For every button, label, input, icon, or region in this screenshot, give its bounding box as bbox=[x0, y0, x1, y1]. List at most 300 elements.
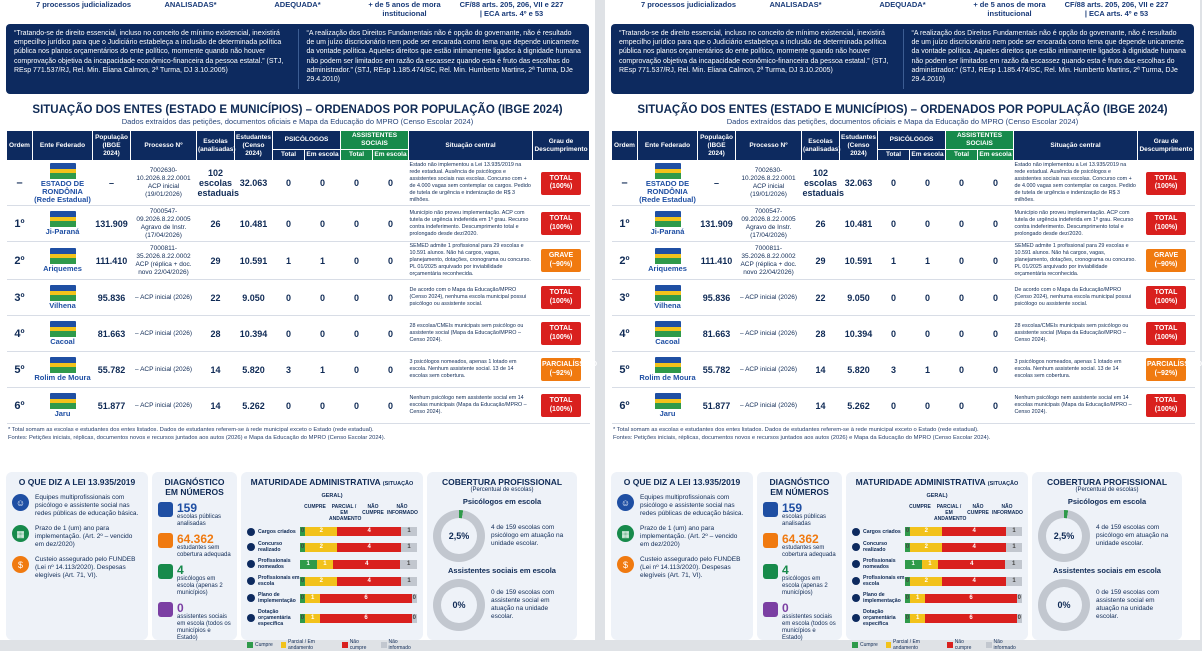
ass-donut-value: 0% bbox=[441, 587, 477, 623]
law-item-text: Equipes multiprofissionais com psicólogo e assistente social nas redes públicas de educação básica. bbox=[640, 494, 744, 517]
th-grau: Grau de Descumprimento bbox=[1138, 131, 1195, 161]
maturity-segment: 0 bbox=[905, 614, 910, 621]
table-row bbox=[612, 316, 1195, 352]
row-population: 131.909 bbox=[93, 206, 131, 242]
maturity-segment: 1 bbox=[1006, 543, 1022, 552]
maturity-label bbox=[247, 558, 300, 570]
row-situation: SEMED admite 1 profissional para 29 escolas e 10.591 alunos. Não há cargos, vagas, planejamento, dotações, cronograma ou concurso. PL 01/2025 arquivado por inviabilidade orçamentária reconhecida. bbox=[1014, 242, 1138, 280]
th-ente: Ente Federado bbox=[33, 131, 93, 161]
maturity-label bbox=[852, 609, 905, 627]
maturity-segment: 4 bbox=[942, 527, 1006, 536]
maturity-segment: 1 bbox=[1006, 577, 1022, 586]
section-subtitle: Dados extraídos das petições, documentos oficiais e Mapa da Educação do MPRO (Censo Escolar 2024) bbox=[121, 117, 474, 126]
row-count-pe: 1 bbox=[910, 242, 946, 280]
entity-block bbox=[34, 321, 92, 346]
row-students: 5.820 bbox=[235, 352, 273, 388]
row-count-pt: 0 bbox=[273, 316, 305, 352]
diag-item-body bbox=[177, 533, 231, 559]
entity-block bbox=[34, 163, 92, 204]
maturity-segment: 4 bbox=[938, 560, 1005, 569]
header-item: + de 5 anos de mora institucional bbox=[368, 0, 441, 18]
maturity-row bbox=[852, 558, 1022, 570]
entities-table bbox=[6, 130, 598, 424]
th-psi: PSICÓLOGOS bbox=[878, 131, 946, 150]
th-ass-total: Total bbox=[341, 150, 373, 161]
infographic-panel-left bbox=[0, 0, 598, 651]
row-entity bbox=[638, 242, 698, 280]
row-students: 10.481 bbox=[840, 206, 878, 242]
law-item bbox=[617, 525, 747, 549]
legend-label: Parcial / Em andamento bbox=[288, 639, 315, 651]
row-entity bbox=[33, 388, 93, 424]
row-entity bbox=[33, 280, 93, 316]
row-process: – ACP inicial (2026) bbox=[131, 352, 197, 388]
diag-item bbox=[158, 564, 231, 597]
maturity-segment: 2 bbox=[910, 577, 942, 586]
maturity-col-head: NÃO CUMPRE bbox=[967, 504, 989, 516]
th-proc: Processo Nº bbox=[131, 131, 197, 161]
maturity-bar bbox=[905, 594, 1022, 603]
maturity-segment: 0 bbox=[300, 594, 305, 601]
row-process: – ACP inicial (2026) bbox=[131, 280, 197, 316]
diag-item-body bbox=[177, 502, 231, 528]
row-count-pe: 1 bbox=[305, 352, 341, 388]
row-schools: 26 bbox=[197, 206, 235, 242]
th-proc: Processo Nº bbox=[736, 131, 802, 161]
row-count-pe: 0 bbox=[305, 161, 341, 206]
maturity-segment: 1 bbox=[910, 594, 925, 603]
row-order: 1º bbox=[7, 206, 33, 242]
money-icon: $ bbox=[12, 556, 29, 573]
row-count-at: 0 bbox=[341, 316, 373, 352]
row-schools: 28 bbox=[802, 316, 840, 352]
diag-card bbox=[757, 472, 842, 640]
quote-box bbox=[6, 24, 589, 94]
flag-icon bbox=[655, 211, 681, 227]
maturity-segment: 1 bbox=[401, 543, 417, 552]
th-psi-total: Total bbox=[878, 150, 910, 161]
header-item: ANALISADAS* bbox=[769, 0, 822, 9]
maturity-label-text: Dotação orçamentária específica bbox=[258, 609, 291, 627]
maturity-label bbox=[247, 528, 300, 536]
diag-item bbox=[158, 502, 231, 528]
row-count-ae: 0 bbox=[978, 388, 1014, 424]
table-row bbox=[7, 161, 590, 206]
row-students: 32.063 bbox=[840, 161, 878, 206]
degree-badge: GRAVE (~90%) bbox=[1146, 249, 1186, 272]
row-count-ae: 0 bbox=[373, 316, 409, 352]
maturity-title-text: MATURIDADE ADMINISTRATIVA bbox=[250, 477, 381, 487]
row-count-ae: 0 bbox=[978, 206, 1014, 242]
row-count-pt: 1 bbox=[273, 242, 305, 280]
legend-swatch bbox=[247, 642, 253, 648]
row-count-pt: 0 bbox=[273, 388, 305, 424]
diag-number: 4 bbox=[782, 563, 789, 577]
row-process: – ACP inicial (2026) bbox=[736, 316, 802, 352]
row-count-pt: 1 bbox=[878, 242, 910, 280]
row-count-pe: 0 bbox=[305, 206, 341, 242]
th-ente: Ente Federado bbox=[638, 131, 698, 161]
row-schools: 28 bbox=[197, 316, 235, 352]
maturity-label-text: Profissionais em escola bbox=[258, 575, 300, 587]
table-row bbox=[7, 316, 590, 352]
row-population: 95.836 bbox=[698, 280, 736, 316]
entity-block bbox=[34, 248, 92, 273]
ass-coverage-text: 0 de 159 escolas com assistente social em atuação na unidade escolar. bbox=[1096, 589, 1160, 620]
maturity-row bbox=[852, 609, 1022, 627]
row-degree bbox=[1138, 280, 1195, 316]
maturity-segment: 6 bbox=[320, 594, 411, 603]
entity-block bbox=[34, 285, 92, 310]
maturity-bar bbox=[300, 614, 417, 623]
row-population: 51.877 bbox=[698, 388, 736, 424]
row-count-at: 0 bbox=[946, 388, 978, 424]
maturity-col-head: NÃO INFORMADO bbox=[387, 504, 418, 516]
flag-icon bbox=[50, 285, 76, 301]
row-entity bbox=[33, 161, 93, 206]
entity-name: Ji-Paraná bbox=[650, 227, 685, 236]
infographic-panel-right bbox=[605, 0, 1202, 651]
law-title: O QUE DIZ A LEI 13.935/2019 bbox=[18, 477, 136, 487]
maturity-title bbox=[247, 477, 417, 501]
maturity-label-text: Cargos criados bbox=[258, 528, 296, 535]
table-row bbox=[612, 388, 1195, 424]
diag-item-body bbox=[782, 564, 836, 597]
maturity-legend-item bbox=[247, 639, 273, 651]
row-population: – bbox=[93, 161, 131, 206]
row-schools: 14 bbox=[197, 352, 235, 388]
law-item-text: Custeio assegurado pelo FUNDEB (Lei nº 14.113/2020). Despesas elegíveis (Art. 71, VI). bbox=[35, 556, 136, 579]
row-situation: Nenhum psicólogo nem assistente social em 14 escolas municipais (Mapa da Educação/MPRO – Censo 2024). bbox=[409, 388, 533, 424]
maturity-col-head: PARCIAL / EM ANDAMENTO bbox=[934, 504, 967, 522]
legend-swatch bbox=[986, 642, 991, 648]
th-ass-esc: Em escola bbox=[373, 150, 409, 161]
row-population: 81.663 bbox=[93, 316, 131, 352]
people-icon: ☺ bbox=[617, 494, 634, 511]
row-schools: 29 bbox=[802, 242, 840, 280]
maturity-bar bbox=[300, 594, 417, 603]
entity-block bbox=[639, 163, 697, 204]
maturity-segment: 1 bbox=[905, 560, 922, 569]
th-est: Estudantes (Censo 2024) bbox=[235, 131, 273, 161]
row-order: 2º bbox=[612, 242, 638, 280]
maturity-bar bbox=[905, 527, 1022, 536]
maturity-label-text: Profissionais nomeados bbox=[863, 558, 896, 570]
diag-number: 0 bbox=[782, 601, 789, 615]
legend-label: Não informado bbox=[993, 639, 1016, 651]
ass-coverage bbox=[433, 579, 571, 631]
maturity-label-text: Dotação orçamentária específica bbox=[863, 609, 896, 627]
diag-text: assistentes sociais em escola (todos os municípios e Estado) bbox=[177, 614, 231, 641]
stat-icon bbox=[763, 602, 778, 617]
coverage-card bbox=[1032, 472, 1182, 640]
row-students: 10.394 bbox=[840, 316, 878, 352]
ass-coverage-title: Assistentes sociais em escola bbox=[1053, 566, 1161, 575]
quote-box bbox=[611, 24, 1194, 94]
psi-donut bbox=[433, 510, 485, 562]
header-item: ANALISADAS* bbox=[164, 0, 217, 9]
legend-swatch bbox=[281, 642, 286, 648]
th-ass-total: Total bbox=[946, 150, 978, 161]
degree-badge: TOTAL (100%) bbox=[541, 212, 581, 235]
coverage-title: COBERTURA PROFISSIONAL bbox=[1046, 477, 1168, 487]
diag-item-body bbox=[177, 602, 231, 642]
entity-name: Rolim de Moura bbox=[34, 373, 91, 382]
psi-coverage-text: 4 de 159 escolas com psicólogo em atuação na unidade escolar. bbox=[1096, 524, 1169, 547]
ass-donut bbox=[1038, 579, 1090, 631]
row-order: 2º bbox=[7, 242, 33, 280]
row-process: 7000547-09.2026.8.22.0005 Agravo de Instr. (17/04/2026) bbox=[131, 206, 197, 242]
entity-name: Vilhena bbox=[654, 301, 681, 310]
footnote bbox=[8, 427, 587, 442]
law-item bbox=[12, 525, 142, 549]
row-entity bbox=[638, 316, 698, 352]
row-count-at: 0 bbox=[946, 161, 978, 206]
maturity-row bbox=[247, 592, 417, 604]
bottom-cards bbox=[6, 472, 589, 651]
entity-name: Cacoal bbox=[50, 337, 75, 346]
row-count-pt: 0 bbox=[878, 161, 910, 206]
row-count-ae: 0 bbox=[978, 316, 1014, 352]
maturity-row bbox=[852, 541, 1022, 553]
stat-icon bbox=[158, 564, 173, 579]
maturity-dot-icon bbox=[247, 577, 255, 585]
row-situation: Município não proveu implementação. ACP com tutela de urgência indeferida em 1º grau. Recurso contra indeferimento. Descumprimento total e prolongado desde dez/2020. bbox=[1014, 206, 1138, 242]
diag-text: psicólogos em escola (apenas 2 municípios) bbox=[782, 576, 828, 596]
maturity-bar bbox=[300, 527, 417, 536]
row-order: 5º bbox=[7, 352, 33, 388]
maturity-dot-icon bbox=[247, 560, 255, 568]
stat-icon bbox=[763, 502, 778, 517]
row-count-at: 0 bbox=[341, 388, 373, 424]
ass-donut-value: 0% bbox=[1046, 587, 1082, 623]
maturity-segment: 1 bbox=[401, 577, 417, 586]
row-degree bbox=[1138, 242, 1195, 280]
maturity-label-text: Plano de implementação bbox=[258, 592, 296, 604]
row-schools: 102 escolas estaduais bbox=[197, 161, 235, 206]
row-order: 6º bbox=[7, 388, 33, 424]
psi-coverage bbox=[433, 510, 571, 562]
maturity-segment: 0 bbox=[905, 594, 910, 601]
row-count-at: 0 bbox=[946, 242, 978, 280]
row-degree bbox=[533, 242, 590, 280]
row-entity bbox=[33, 352, 93, 388]
row-count-pe: 0 bbox=[910, 206, 946, 242]
maturity-label-text: Profissionais nomeados bbox=[258, 558, 291, 570]
row-entity bbox=[33, 316, 93, 352]
maturity-label bbox=[247, 541, 300, 553]
row-count-ae: 0 bbox=[373, 352, 409, 388]
degree-badge: TOTAL (100%) bbox=[541, 286, 581, 309]
entity-name: ESTADO DE RONDÔNIA (Rede Estadual) bbox=[34, 178, 91, 204]
legend-label: Não cumpre bbox=[349, 639, 367, 651]
row-order: 4º bbox=[7, 316, 33, 352]
maturity-segment: 1 bbox=[1005, 560, 1022, 569]
th-pop: População (IBGE 2024) bbox=[93, 131, 131, 161]
row-students: 10.481 bbox=[235, 206, 273, 242]
row-count-pe: 0 bbox=[305, 280, 341, 316]
row-population: 55.782 bbox=[698, 352, 736, 388]
row-situation: 28 escolas/CMEIs municipais sem psicólogo ou assistente social (Mapa da Educação/MPRO – Censo 2024). bbox=[1014, 316, 1138, 352]
diag-title: DIAGNÓSTICO EM NÚMEROS bbox=[769, 477, 830, 497]
coverage-note: (Percentual de escolas) bbox=[1075, 487, 1139, 493]
row-count-pe: 1 bbox=[910, 352, 946, 388]
row-count-at: 0 bbox=[341, 161, 373, 206]
maturity-dot-icon bbox=[852, 560, 860, 568]
table-row bbox=[612, 242, 1195, 280]
maturity-row bbox=[247, 558, 417, 570]
maturity-label-text: Concurso realizado bbox=[258, 541, 283, 553]
row-order: 6º bbox=[612, 388, 638, 424]
flag-icon bbox=[50, 393, 76, 409]
maturity-segment: 0 bbox=[300, 614, 305, 621]
maturity-bar bbox=[300, 560, 417, 569]
maturity-label bbox=[852, 575, 905, 587]
maturity-col-head: CUMPRE bbox=[909, 504, 931, 510]
table-row bbox=[612, 206, 1195, 242]
row-degree bbox=[1138, 388, 1195, 424]
maturity-segment: 4 bbox=[942, 577, 1006, 586]
header-item: 7 processos judicializados bbox=[640, 0, 737, 9]
degree-badge: PARCIALÍSSIMO (~92%) bbox=[541, 358, 581, 381]
entity-name: Ariquemes bbox=[43, 264, 82, 273]
degree-badge: TOTAL (100%) bbox=[541, 322, 581, 345]
quote-stj-1: “Tratando-se de direito essencial, incluso no conceito de mínimo existencial, inexistirá empecilho jurídico para que o Judiciário estabeleça a inclusão de determinada política pública nos planos orçamentários do ente político, mormente quando não houver comprovação objetiva da incapacidade econômico-financeira da pessoa estatal.” (STJ, REsp 771.537/RJ, Rel. Min. Eliana Calmon, 2ª Turma, DJ 3.10.2005) bbox=[14, 30, 284, 74]
header-item: 7 processos judicializados bbox=[35, 0, 132, 9]
row-count-pt: 0 bbox=[878, 388, 910, 424]
calendar-icon: ▦ bbox=[12, 525, 29, 542]
stat-icon bbox=[158, 602, 173, 617]
maturity-segment: 0 bbox=[1017, 594, 1021, 601]
row-population: 111.410 bbox=[698, 242, 736, 280]
row-order: 3º bbox=[7, 280, 33, 316]
row-schools: 29 bbox=[197, 242, 235, 280]
th-ordem: Ordem bbox=[7, 131, 33, 161]
entities-table bbox=[611, 130, 1202, 424]
legend-label: Não informado bbox=[388, 639, 411, 651]
maturity-segment: 0 bbox=[300, 528, 305, 534]
row-students: 9.050 bbox=[235, 280, 273, 316]
maturity-label-text: Concurso realizado bbox=[863, 541, 888, 553]
maturity-segment: 1 bbox=[910, 614, 925, 623]
row-count-pe: 0 bbox=[910, 388, 946, 424]
row-order: – bbox=[7, 161, 33, 206]
entity-block bbox=[639, 357, 697, 382]
ass-coverage-title: Assistentes sociais em escola bbox=[448, 566, 556, 575]
diag-item bbox=[763, 564, 836, 597]
ass-coverage bbox=[1038, 579, 1176, 631]
diag-number: 0 bbox=[177, 601, 184, 615]
maturity-segment: 0 bbox=[300, 577, 305, 584]
row-situation: Estado não implementou a Lei 13.935/2019 na rede estadual. Ausência de psicólogos e assistentes sociais nas escolas. Concurso com + de 4.000 vagas sem contemplar os cargos. Pedido de tutela de urgência e indenização de R$ 3 milhões. bbox=[1014, 161, 1138, 206]
row-count-ae: 0 bbox=[978, 161, 1014, 206]
stat-icon bbox=[763, 533, 778, 548]
legend-label: Parcial / Em andamento bbox=[893, 639, 920, 651]
row-degree bbox=[1138, 352, 1202, 388]
row-students: 5.262 bbox=[235, 388, 273, 424]
stat-icon bbox=[763, 564, 778, 579]
row-schools: 102 escolas estaduais bbox=[802, 161, 840, 206]
maturity-segment: 0 bbox=[300, 543, 305, 550]
bottom-cards bbox=[611, 472, 1194, 651]
degree-badge: TOTAL (100%) bbox=[1146, 322, 1186, 345]
legend-label: Cumpre bbox=[860, 642, 878, 648]
row-situation: Nenhum psicólogo nem assistente social em 14 escolas municipais (Mapa da Educação/MPRO – Censo 2024). bbox=[1014, 388, 1138, 424]
row-order: 3º bbox=[612, 280, 638, 316]
row-population: 131.909 bbox=[698, 206, 736, 242]
flag-icon bbox=[50, 211, 76, 227]
row-count-ae: 0 bbox=[373, 161, 409, 206]
maturity-row bbox=[852, 527, 1022, 536]
row-count-at: 0 bbox=[341, 242, 373, 280]
entity-name: Ji-Paraná bbox=[45, 227, 80, 236]
row-process: 7000547-09.2026.8.22.0005 Agravo de Instr. (17/04/2026) bbox=[736, 206, 802, 242]
row-situation: SEMED admite 1 profissional para 29 escolas e 10.591 alunos. Não há cargos, vagas, planejamento, dotações, cronograma ou concurso. PL 01/2025 arquivado por inviabilidade orçamentária reconhecida. bbox=[409, 242, 533, 280]
flag-icon bbox=[655, 248, 681, 264]
diag-item bbox=[763, 502, 836, 528]
diag-item bbox=[158, 602, 231, 642]
row-schools: 14 bbox=[197, 388, 235, 424]
row-students: 5.262 bbox=[840, 388, 878, 424]
th-sit: Situação central bbox=[409, 131, 533, 161]
entity-name: ESTADO DE RONDÔNIA (Rede Estadual) bbox=[639, 178, 696, 204]
maturity-segment: 1 bbox=[317, 560, 334, 569]
law-item bbox=[12, 494, 142, 518]
psi-coverage-title: Psicólogos em escola bbox=[1067, 497, 1147, 506]
row-situation: 28 escolas/CMEIs municipais sem psicólogo ou assistente social (Mapa da Educação/MPRO – Censo 2024). bbox=[409, 316, 533, 352]
diag-item-body bbox=[782, 502, 836, 528]
row-process: – ACP inicial (2026) bbox=[131, 388, 197, 424]
entity-name: Jaru bbox=[659, 409, 676, 418]
maturity-bar bbox=[300, 577, 417, 586]
legend-swatch bbox=[947, 642, 952, 648]
row-entity bbox=[638, 206, 698, 242]
row-process: 7002630-10.2026.8.22.0001 ACP inicial (19/01/2026) bbox=[131, 161, 197, 206]
row-count-pt: 3 bbox=[878, 352, 910, 388]
row-entity bbox=[638, 352, 698, 388]
maturity-bar bbox=[905, 577, 1022, 586]
row-entity bbox=[33, 206, 93, 242]
diag-number: 64.362 bbox=[782, 532, 819, 546]
maturity-label bbox=[247, 592, 300, 604]
row-degree bbox=[533, 316, 590, 352]
flag-icon bbox=[655, 285, 681, 301]
degree-badge: TOTAL (100%) bbox=[1146, 212, 1186, 235]
row-count-pt: 0 bbox=[878, 280, 910, 316]
row-population: 55.782 bbox=[93, 352, 131, 388]
header-item: + de 5 anos de mora institucional bbox=[973, 0, 1046, 18]
maturity-legend-item bbox=[986, 639, 1022, 651]
law-item-text: Prazo de 1 (um) ano para implementação. (Art. 2º – vencido em dez/2020) bbox=[35, 525, 133, 548]
maturity-label-text: Plano de implementação bbox=[863, 592, 901, 604]
ass-donut bbox=[433, 579, 485, 631]
row-schools: 14 bbox=[802, 388, 840, 424]
degree-badge: GRAVE (~90%) bbox=[541, 249, 581, 272]
th-est: Estudantes (Censo 2024) bbox=[840, 131, 878, 161]
header-strip bbox=[0, 0, 595, 22]
flag-icon bbox=[50, 321, 76, 337]
diag-text: escolas públicas analisadas bbox=[782, 514, 827, 527]
coverage-card bbox=[427, 472, 577, 640]
law-item-text: Equipes multiprofissionais com psicólogo e assistente social nas redes públicas de educação básica. bbox=[35, 494, 139, 517]
row-count-ae: 0 bbox=[373, 242, 409, 280]
maturity-dot-icon bbox=[852, 577, 860, 585]
maturity-segment: 6 bbox=[925, 594, 1016, 603]
maturity-segment: 0 bbox=[412, 594, 416, 601]
row-count-pt: 0 bbox=[273, 206, 305, 242]
footnote-sources: Fontes: Petições iniciais, réplicas, documentos novos e recursos juntados aos autos (2026) e Mapa da Educação do MPRO (Censo Escolar 2024). bbox=[8, 434, 386, 441]
row-count-ae: 0 bbox=[978, 242, 1014, 280]
